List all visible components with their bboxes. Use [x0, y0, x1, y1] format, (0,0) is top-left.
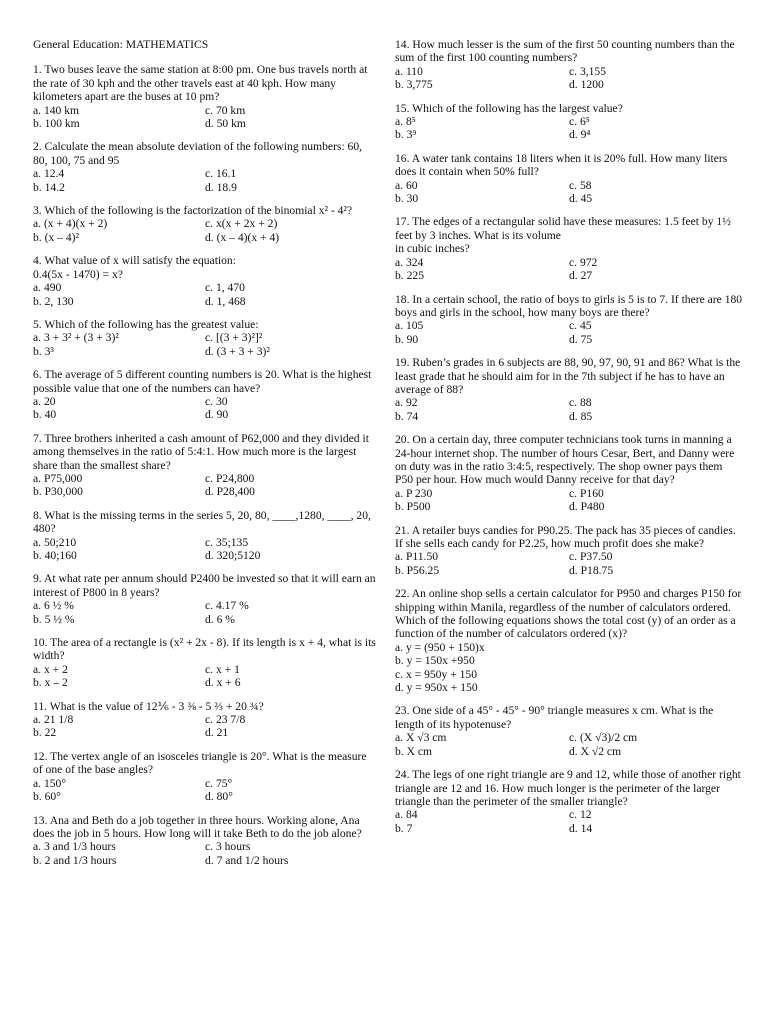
answer-choice: c. [(3 + 3)²]²	[205, 331, 263, 345]
answer-choice: d. 1, 468	[205, 294, 246, 308]
answer-choice: a. 6 ½ %	[33, 599, 74, 613]
answer-choices	[395, 179, 743, 206]
question-15	[395, 102, 743, 142]
answer-choice: c. 58	[569, 178, 592, 192]
answer-choice: a. X √3 cm	[395, 731, 447, 745]
answer-choice: a. x + 2	[33, 662, 68, 676]
answer-choice: b. 40	[33, 408, 57, 422]
answer-choices	[395, 115, 743, 142]
answer-choices	[33, 167, 377, 194]
answer-choice: b. 2, 130	[33, 294, 74, 308]
answer-choices	[33, 663, 377, 690]
answer-choice: b. 5 ½ %	[33, 612, 75, 626]
answer-choices	[33, 777, 377, 804]
answer-choice: d. 27	[569, 269, 593, 283]
answer-choice: a. 324	[395, 255, 424, 269]
answer-choice: b. 3,775	[395, 78, 433, 92]
answer-choice: a. P 230	[395, 486, 433, 500]
answer-choice: c. 6⁵	[569, 115, 590, 129]
answer-choice: d. 320;5120	[205, 549, 261, 562]
question-text: 3. Which of the following is the factorization of the binomial x² - 4²?	[33, 204, 353, 218]
answer-choice: c. 3 hours	[205, 840, 251, 854]
answer-choices	[395, 808, 743, 835]
answer-choices	[33, 472, 377, 499]
question-text: 14. How much lesser is the sum of the first 50 counting numbers than the sum of the first 100 counting numbers?	[395, 38, 735, 65]
question-4	[33, 254, 377, 308]
answer-choice: d. (x – 4)(x + 4)	[205, 230, 280, 244]
answer-choice: b. y = 150x +950	[395, 654, 475, 668]
answer-choice: c. (X √3)/2 cm	[569, 731, 638, 745]
answer-choice: d. 90	[205, 408, 229, 422]
answer-choice: c. 1, 470	[205, 281, 245, 295]
question-text: 17. The edges of a rectangular solid have these measures: 1.5 feet by 1½ feet by 3 inches. What is its volume in cubic inches?	[395, 215, 731, 256]
answer-choice: a. 140 km	[33, 103, 80, 117]
answer-choice: c. 16.1	[205, 167, 237, 181]
answer-choice: d. 50 km	[205, 117, 246, 131]
answer-choice: a. 150°	[33, 776, 66, 790]
answer-choice: d. P18.75	[569, 563, 614, 577]
answer-choice: b. 90	[395, 332, 419, 346]
question-text: 10. The area of a rectangle is (x² + 2x - 8). If its length is x + 4, what is its width?	[33, 636, 376, 663]
answer-choice: d. P480	[569, 500, 605, 514]
answer-choices	[395, 487, 743, 514]
question-7	[33, 432, 377, 499]
question-24	[395, 768, 743, 835]
answer-choice: c. 45	[569, 319, 592, 333]
answer-choice: a. 3 + 3² + (3 + 3)²	[33, 331, 119, 345]
answer-choice: c. x = 950y + 150	[395, 667, 477, 681]
answer-choice: b. X cm	[395, 744, 433, 758]
answer-choice: a. 12.4	[33, 167, 65, 181]
answer-choices	[395, 641, 743, 695]
answer-choices	[33, 713, 377, 740]
answer-choice: d. x + 6	[205, 676, 241, 690]
answer-choice: a. 20	[33, 394, 56, 408]
answer-choice: d. 45	[569, 192, 593, 206]
question-text: 6. The average of 5 different counting numbers is 20. What is the highest possible value that one of the numbers can have?	[33, 368, 372, 395]
answer-choices	[33, 217, 377, 244]
answer-choice: d. 9⁴	[569, 128, 591, 142]
answer-choice: a. 84	[395, 808, 418, 822]
question-text: 5. Which of the following has the greatest value:	[33, 317, 259, 331]
answer-choices	[33, 599, 377, 626]
question-20	[395, 433, 743, 513]
question-text: 15. Which of the following has the largest value?	[395, 101, 623, 115]
question-text: 16. A water tank contains 18 liters when it is 20% full. How many liters does it contain when 50% full?	[395, 151, 728, 179]
answer-choice: a. P75,000	[33, 471, 83, 485]
answer-choices	[33, 536, 377, 563]
answer-choice: d. 21	[205, 726, 229, 740]
answer-choice: a. 8⁵	[395, 115, 416, 129]
answer-choice: b. 60°	[33, 790, 61, 804]
answer-choice: c. 12	[569, 808, 592, 822]
question-23	[395, 704, 743, 758]
answer-choice: b. 7	[395, 821, 413, 835]
answer-choice: d. 85	[569, 409, 593, 423]
answer-choices	[395, 319, 743, 346]
question-3	[33, 204, 377, 244]
answer-choice: a. 21 1/8	[33, 713, 74, 727]
question-text: 4. What value of x will satisfy the equation: 0.4(5x - 1470) = x?	[33, 254, 236, 281]
question-22	[395, 587, 743, 694]
question-text: 22. An online shop sells a certain calculator for P950 and charges P150 for shipping within Manila, regardless of the number of calculators ordered. Which of the following equations shows the total cost (y) of an order as a function of the number of calculators ordered (x)?	[395, 587, 742, 641]
answer-choice: c. 4.17 %	[205, 599, 249, 613]
answer-choice: d. 75	[569, 332, 593, 346]
question-19	[395, 356, 743, 423]
answer-choice: d. 80°	[205, 790, 233, 804]
question-5	[33, 318, 377, 358]
answer-choices	[33, 331, 377, 358]
answer-choice: b. 14.2	[33, 180, 65, 194]
question-16	[395, 152, 743, 206]
answer-choice: d. X √2 cm	[569, 744, 622, 758]
question-12	[33, 750, 377, 804]
answer-choice: d. 6 %	[205, 612, 235, 626]
question-text: 19. Ruben’s grades in 6 subjects are 88, 90, 97, 90, 91 and 86? What is the least grade that he should aim for in the 7th subject if he has to have an average of 88?	[395, 356, 741, 396]
question-text: 7. Three brothers inherited a cash amount of P62,000 and they divided it among themselves in the ratio of 5:4:1. How much more is the largest share than the smallest share?	[33, 431, 369, 472]
answer-choices	[33, 104, 377, 131]
question-text: 18. In a certain school, the ratio of boys to girls is 5 is to 7. If there are 180 boys and girls in the school, how many boys are there?	[395, 292, 743, 319]
question-21	[395, 524, 743, 578]
answer-choice: b. 74	[395, 409, 419, 423]
left-column	[33, 38, 377, 877]
question-text: 24. The legs of one right triangle are 9 and 12, while those of another right triangle are 12 and 16. How much longer is the perimeter of the larger triangle than the perimeter of the smaller triangle?	[395, 768, 741, 808]
answer-choice: d. P28,400	[205, 485, 255, 499]
answer-choice: b. 30	[395, 192, 419, 206]
question-text: 9. At what rate per annum should P2400 be invested so that it will earn an interest of P800 in 8 years?	[33, 572, 376, 599]
answer-choice: c. 30	[205, 394, 228, 408]
answer-choice: c. 75°	[205, 776, 233, 790]
answer-choice: d. 1200	[569, 78, 604, 92]
answer-choice: d. 18.9	[205, 180, 237, 194]
question-text: 2. Calculate the mean absolute deviation of the following numbers: 60, 80, 100, 75 and 95	[33, 140, 363, 167]
answer-choices	[395, 396, 743, 423]
answer-choice: c. 35;135	[205, 535, 249, 549]
answer-choice: b. P500	[395, 500, 431, 514]
question-1	[33, 63, 377, 130]
answer-choice: d. 14	[569, 821, 593, 835]
answer-choice: b. P56.25	[395, 563, 440, 577]
answer-choice: d. (3 + 3 + 3)²	[205, 344, 270, 358]
answer-choice: a. 110	[395, 64, 423, 78]
answer-choices	[33, 395, 377, 422]
question-9	[33, 572, 377, 626]
answer-choices	[395, 731, 743, 758]
answer-choice: b. x – 2	[33, 676, 68, 690]
answer-choice: b. 225	[395, 269, 424, 283]
answer-choice: c. x + 1	[205, 662, 240, 676]
answer-choice: a. 3 and 1/3 hours	[33, 840, 116, 854]
question-text: 1. Two buses leave the same station at 8:00 pm. One bus travels north at the rate of 30 kph and the other travels east at 40 kph. How many kilometers apart are the buses at 10 pm?	[33, 63, 368, 104]
answer-choices	[395, 65, 743, 92]
answer-choice: d. 7 and 1/2 hours	[205, 853, 289, 867]
right-column	[395, 38, 743, 845]
question-13	[33, 814, 377, 868]
answer-choice: d. y = 950x + 150	[395, 681, 478, 695]
answer-choice: b. 22	[33, 726, 57, 740]
question-10	[33, 636, 377, 690]
answer-choices	[33, 281, 377, 308]
question-text: 12. The vertex angle of an isosceles triangle is 20°. What is the measure of one of the base angles?	[33, 749, 367, 777]
answer-choice: b. 100 km	[33, 117, 80, 131]
answer-choices	[33, 840, 377, 867]
answer-choices	[395, 550, 743, 577]
answer-choices	[395, 256, 743, 283]
answer-choice: b. (x – 4)²	[33, 230, 79, 244]
answer-choice: a. y = (950 + 150)x	[395, 640, 485, 654]
answer-choice: c. P37.50	[569, 550, 613, 564]
question-text: 21. A retailer buys candies for P90.25. The pack has 35 pieces of candies. If she sells each candy for P2.25, how much profit does she make?	[395, 523, 736, 550]
answer-choice: c. P24,800	[205, 471, 255, 485]
question-2	[33, 140, 377, 194]
question-text: 20. On a certain day, three computer technicians took turns in manning a 24-hour internet shop. The number of hours Cesar, Bert, and Danny were on duty was in the ratio 3:4:5, respectively. The shop owner pays them P50 per hour. How much would Danny receive for that day?	[395, 433, 735, 487]
answer-choice: b. 40;160	[33, 549, 77, 562]
answer-choice: b. P30,000	[33, 485, 83, 499]
question-text: 8. What is the missing terms in the series 5, 20, 80, ____,1280, ____, 20, 480?	[33, 508, 371, 536]
answer-choice: c. 23 7/8	[205, 713, 246, 727]
answer-choice: c. 88	[569, 396, 592, 410]
answer-choice: a. 92	[395, 396, 418, 410]
question-text: 23. One side of a 45° - 45° - 90° triangle measures x cm. What is the length of its hypotenuse?	[395, 704, 714, 731]
answer-choice: c. 70 km	[205, 103, 246, 117]
answer-choice: c. x(x + 2x + 2)	[205, 217, 278, 231]
answer-choice: a. 490	[33, 281, 62, 295]
question-text: 11. What is the value of 12⅙ - 3 ⅜ - 5 ⅔ + 20 ¾?	[33, 699, 264, 713]
page-title: General Education: MATHEMATICS	[33, 38, 209, 51]
question-8	[33, 509, 377, 563]
question-text: 13. Ana and Beth do a job together in three hours. Working alone, Ana does the job in 5 hours. How long will it take Beth to do the job alone?	[33, 813, 362, 840]
question-6	[33, 368, 377, 422]
question-17	[395, 215, 743, 282]
answer-choice: c. 3,155	[569, 64, 607, 78]
answer-choice: b. 3⁹	[395, 128, 417, 142]
answer-choice: a. 50;210	[33, 535, 77, 549]
question-14	[395, 38, 743, 92]
answer-choice: b. 2 and 1/3 hours	[33, 853, 117, 867]
answer-choice: a. 60	[395, 178, 418, 192]
answer-choice: a. P11.50	[395, 550, 439, 564]
answer-choice: c. 972	[569, 255, 598, 269]
answer-choice: a. (x + 4)(x + 2)	[33, 217, 108, 231]
answer-choice: a. 105	[395, 319, 424, 333]
answer-choice: c. P160	[569, 486, 604, 500]
question-11	[33, 700, 377, 740]
question-18	[395, 293, 743, 347]
answer-choice: b. 3³	[33, 344, 54, 358]
